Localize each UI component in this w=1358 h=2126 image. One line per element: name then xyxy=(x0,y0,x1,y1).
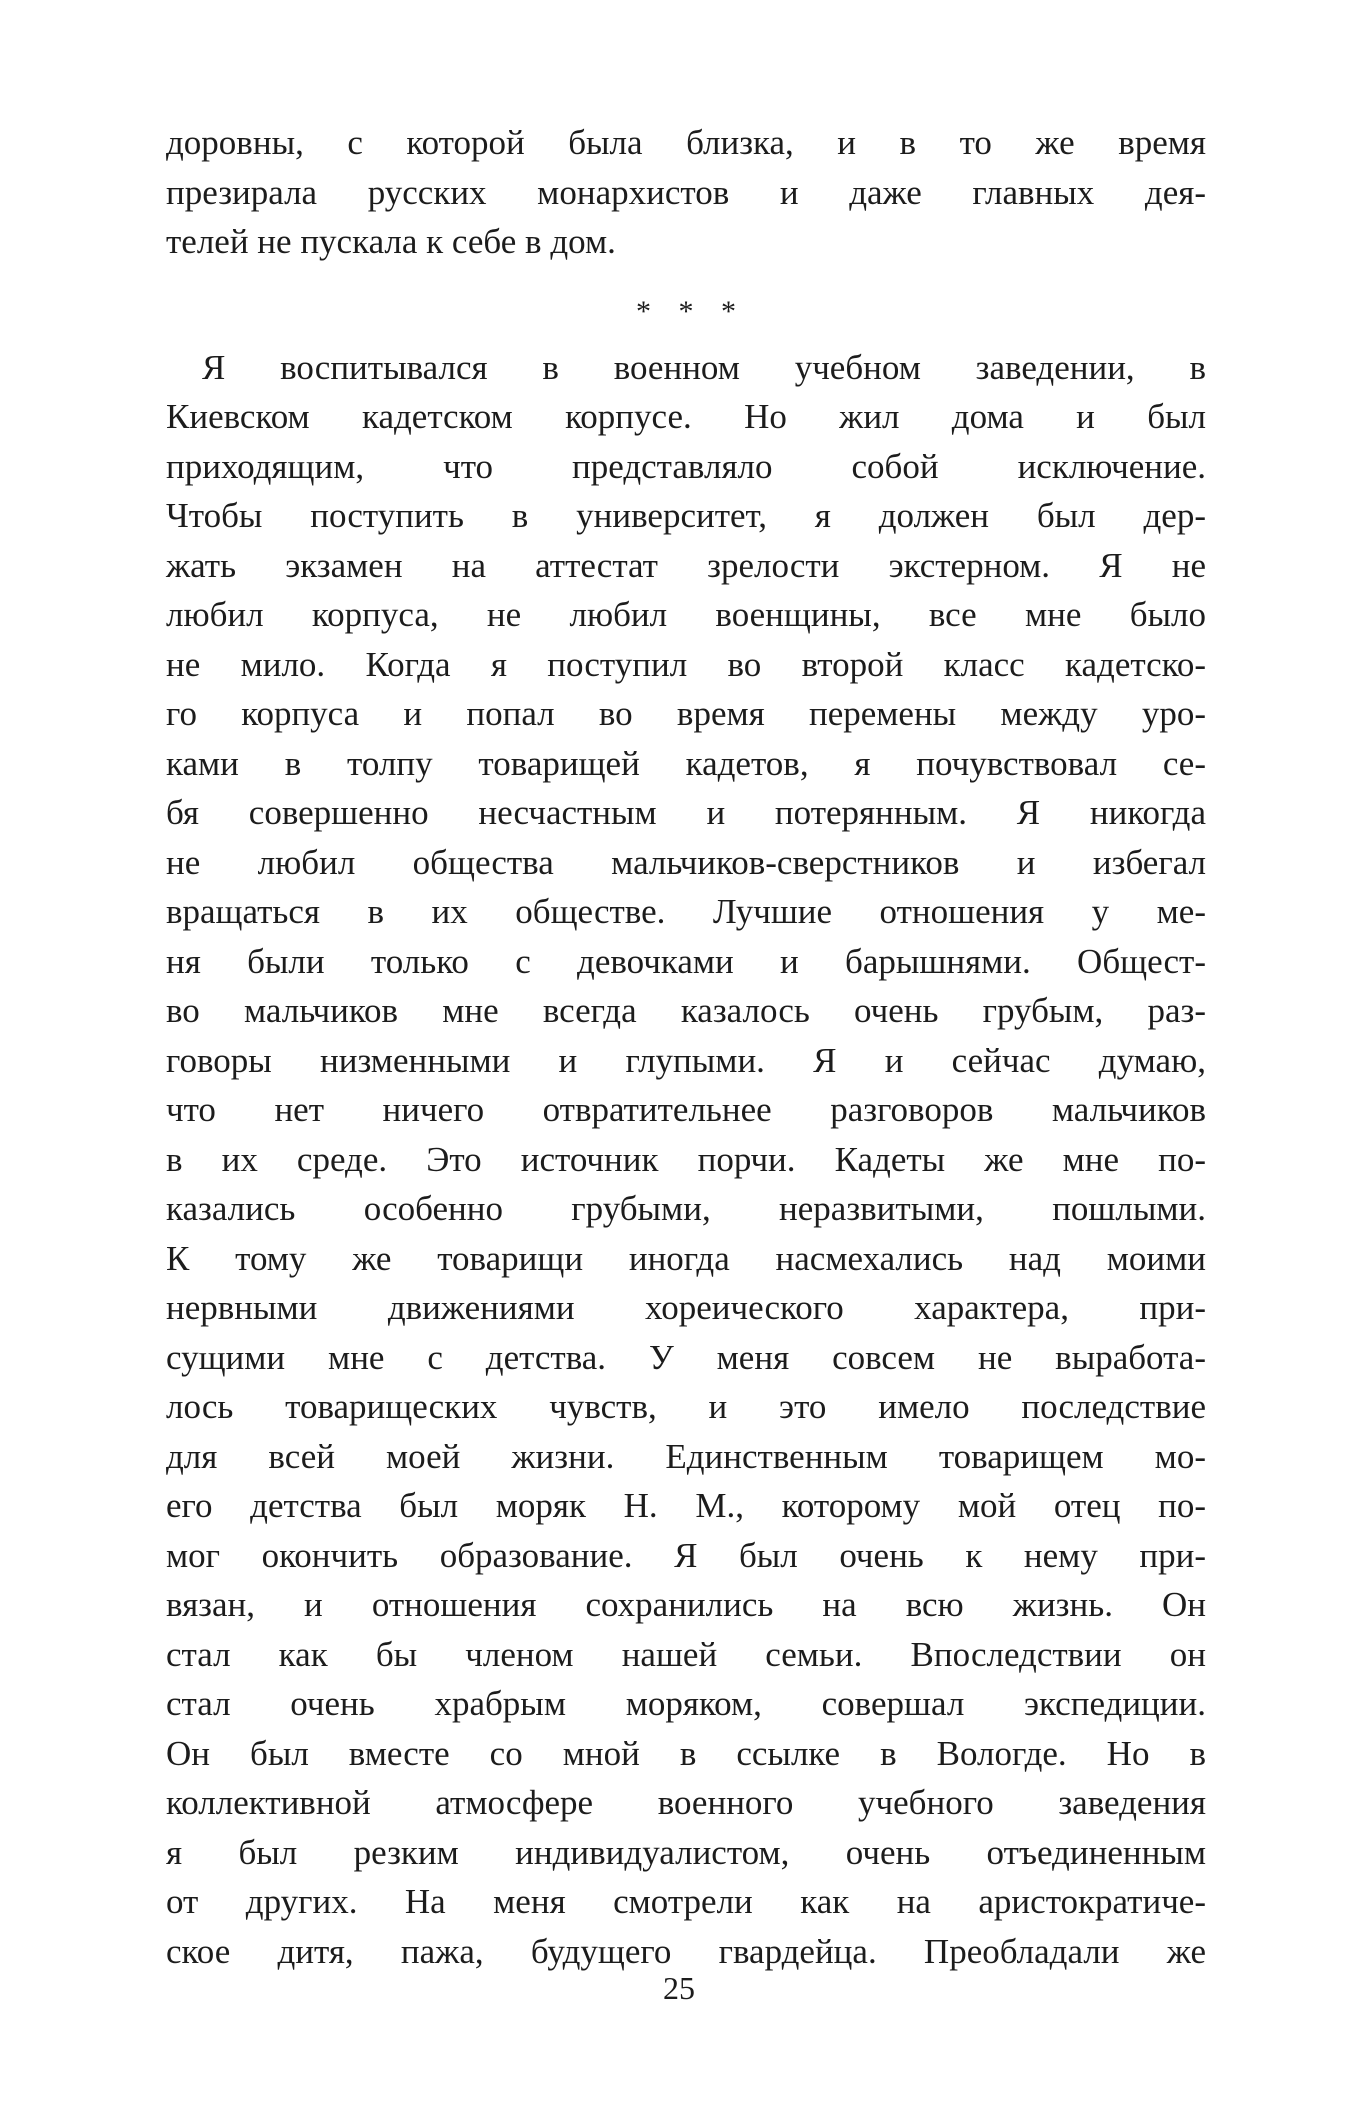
text-line: ня были только с девочками и барышнями. Общест- xyxy=(166,941,1206,981)
text-line: казались особенно грубыми, неразвитыми, пошлыми. xyxy=(166,1189,1206,1228)
text-line: во мальчиков мне всегда казалось очень грубым, раз- xyxy=(166,991,1206,1030)
text-line: Киевском кадетском корпусе. Но жил дома и был xyxy=(166,397,1206,436)
text-line: его детства был моряк Н. М., которому мой отец по- xyxy=(166,1486,1206,1525)
text-line: ское дитя, пажа, будущего гвардейца. Преобладали же xyxy=(166,1931,1206,1971)
text-line: в их среде. Это источник порчи. Кадеты же мне по- xyxy=(166,1139,1206,1179)
text-line: телей не пускала к себе в дом. xyxy=(166,222,616,261)
text-line: К тому же товарищи иногда насмехались над моими xyxy=(166,1238,1206,1278)
text-line: Я воспитывался в военном учебном заведении, в xyxy=(202,347,1206,387)
text-line: Он был вместе со мной в ссылке в Вологде. Но в xyxy=(166,1733,1206,1773)
text-line: го корпуса и попал во время перемены между уро- xyxy=(166,694,1206,733)
page-body xyxy=(166,118,1206,1976)
text-line: говоры низменными и глупыми. Я и сейчас думаю, xyxy=(166,1040,1206,1080)
text-line: стал как бы членом нашей семьи. Впоследствии он xyxy=(166,1634,1206,1674)
text-line: презирала русских монархистов и даже главных дея- xyxy=(166,172,1206,212)
text-line: что нет ничего отвратительнее разговоров мальчиков xyxy=(166,1090,1206,1129)
paragraph-1 xyxy=(166,118,1206,267)
text-line: доровны, с которой была близка, и в то же время xyxy=(166,123,1206,162)
section-separator: * * * xyxy=(636,294,746,328)
text-line: коллективной атмосфере военного учебного заведения xyxy=(166,1783,1206,1822)
text-line: нервными движениями хореического характера, при- xyxy=(166,1288,1206,1327)
page-number: 25 xyxy=(663,1970,695,2006)
text-line: стал очень храбрым моряком, совершал экспедиции. xyxy=(166,1684,1206,1723)
text-line: приходящим, что представляло собой исключение. xyxy=(166,446,1206,486)
text-line: вязан, и отношения сохранились на всю жизнь. Он xyxy=(166,1585,1206,1624)
text-line: для всей моей жизни. Единственным товарищем мо- xyxy=(166,1436,1206,1476)
text-line: бя совершенно несчастным и потерянным. Я никогда xyxy=(166,793,1206,832)
text-line: ками в толпу товарищей кадетов, я почувствовал се- xyxy=(166,743,1206,783)
text-line: от других. На меня смотрели как на аристократиче- xyxy=(166,1882,1206,1921)
text-line: не мило. Когда я поступил во второй класс кадетско- xyxy=(166,644,1206,684)
text-line: любил корпуса, не любил военщины, все мне было xyxy=(166,595,1206,634)
text-line: сущими мне с детства. У меня совсем не выработа- xyxy=(166,1337,1206,1377)
text-line: вращаться в их обществе. Лучшие отношения у ме- xyxy=(166,892,1206,931)
paragraph-2 xyxy=(166,343,1206,1977)
text-line: не любил общества мальчиков-сверстников и избегал xyxy=(166,842,1206,882)
text-line: Чтобы поступить в университет, я должен был дер- xyxy=(166,496,1206,535)
text-line: жать экзамен на аттестат зрелости экстерном. Я не xyxy=(166,545,1206,585)
text-line: мог окончить образование. Я был очень к нему при- xyxy=(166,1535,1206,1575)
text-line: я был резким индивидуалистом, очень отъединенным xyxy=(166,1832,1206,1872)
text-line: лось товарищеских чувств, и это имело последствие xyxy=(166,1387,1206,1426)
